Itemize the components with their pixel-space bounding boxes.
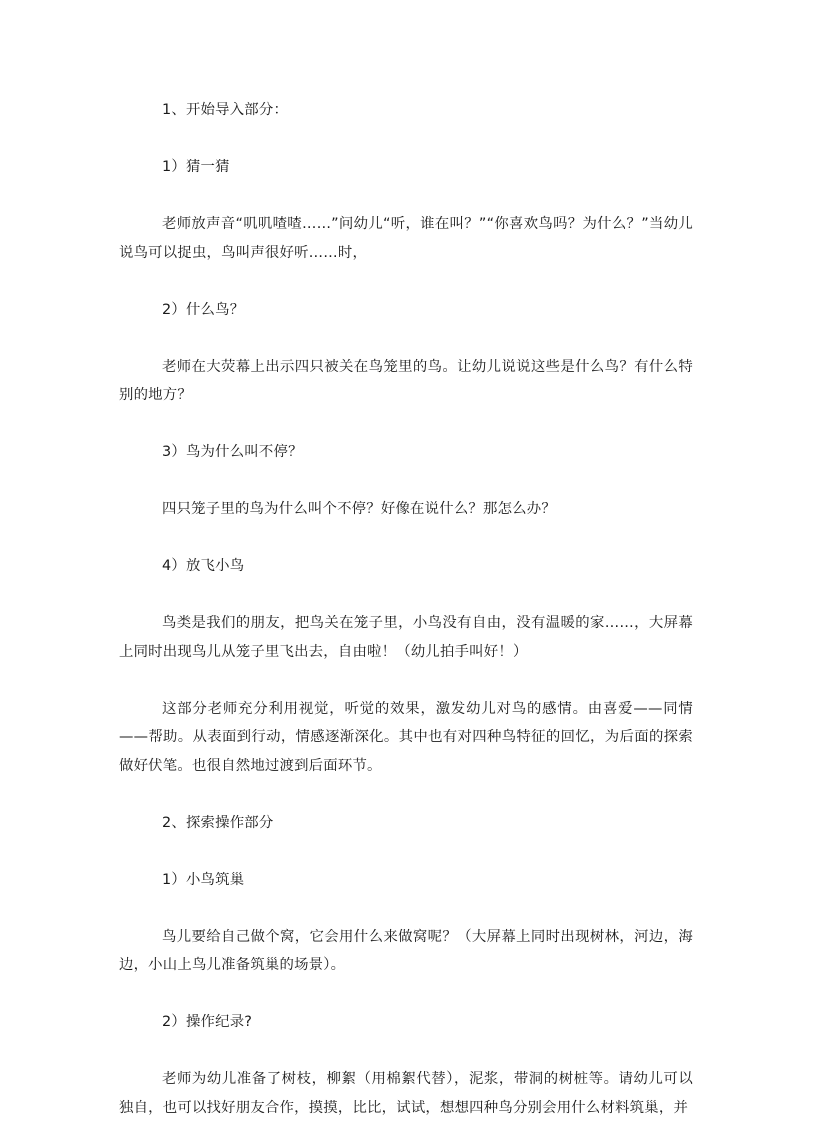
paragraph-why-chirp: 四只笼子里的鸟为什么叫个不停？好像在说什么？那怎么办？ <box>162 501 556 517</box>
subheading-why-chirp: 3）鸟为什么叫不停？ <box>162 444 303 460</box>
subheading-record: 2）操作纪录? <box>162 1014 253 1030</box>
subheading-nest-building: 1）小鸟筑巢 <box>162 871 245 888</box>
paragraph-birds-in-cage: 老师在大荧幕上出示四只被关在鸟笼里的鸟。让幼儿说说这些是什么鸟？有什么特别的地方？ <box>119 358 693 403</box>
paragraph-materials: 老师为幼儿准备了树枝，柳絮（用棉絮代替），泥浆，带洞的树桩等。请幼儿可以独自，也可以找好朋友合作，摸摸，比比，试试，想想四种鸟分别会用什么材料筑巢，并 <box>119 1071 693 1116</box>
paragraph-nest-question: 鸟儿要给自己做个窝，它会用什么来做窝呢？（大屏幕上同时出现树林，河边，海边，小山上鸟儿准备筑巢的场景）。 <box>119 928 693 973</box>
subheading-guess: 1）猜一猜 <box>162 159 230 175</box>
subheading-what-bird: 2）什么鸟？ <box>162 301 245 318</box>
paragraph-birds-friends: 鸟类是我们的朋友，把鸟关在笼子里，小鸟没有自由，没有温暖的家……，大屏幕上同时出现鸟儿从笼子里飞出去，自由啦！（幼儿拍手叫好！） <box>119 615 693 660</box>
paragraph-summary: 这部分老师充分利用视觉，听觉的效果，激发幼儿对鸟的感情。由喜爱——同情——帮助。从表面到行动，情感逐渐深化。其中也有对四种鸟特征的回忆，为后面的探索做好伏笔。也很自然地过渡到后面环节。 <box>119 700 693 774</box>
section-heading-intro: 1、开始导入部分： <box>162 102 289 118</box>
document-body <box>119 96 693 1122</box>
section-heading-explore: 2、探索操作部分 <box>162 814 274 831</box>
paragraph-teacher-sound: 老师放声音“叽叽喳喳……”问幼儿“听，谁在叫？”“你喜欢鸟吗？为什么？”当幼儿说鸟可以捉虫，鸟叫声很好听……时， <box>119 216 693 261</box>
subheading-release-birds: 4）放飞小鸟 <box>162 558 245 574</box>
